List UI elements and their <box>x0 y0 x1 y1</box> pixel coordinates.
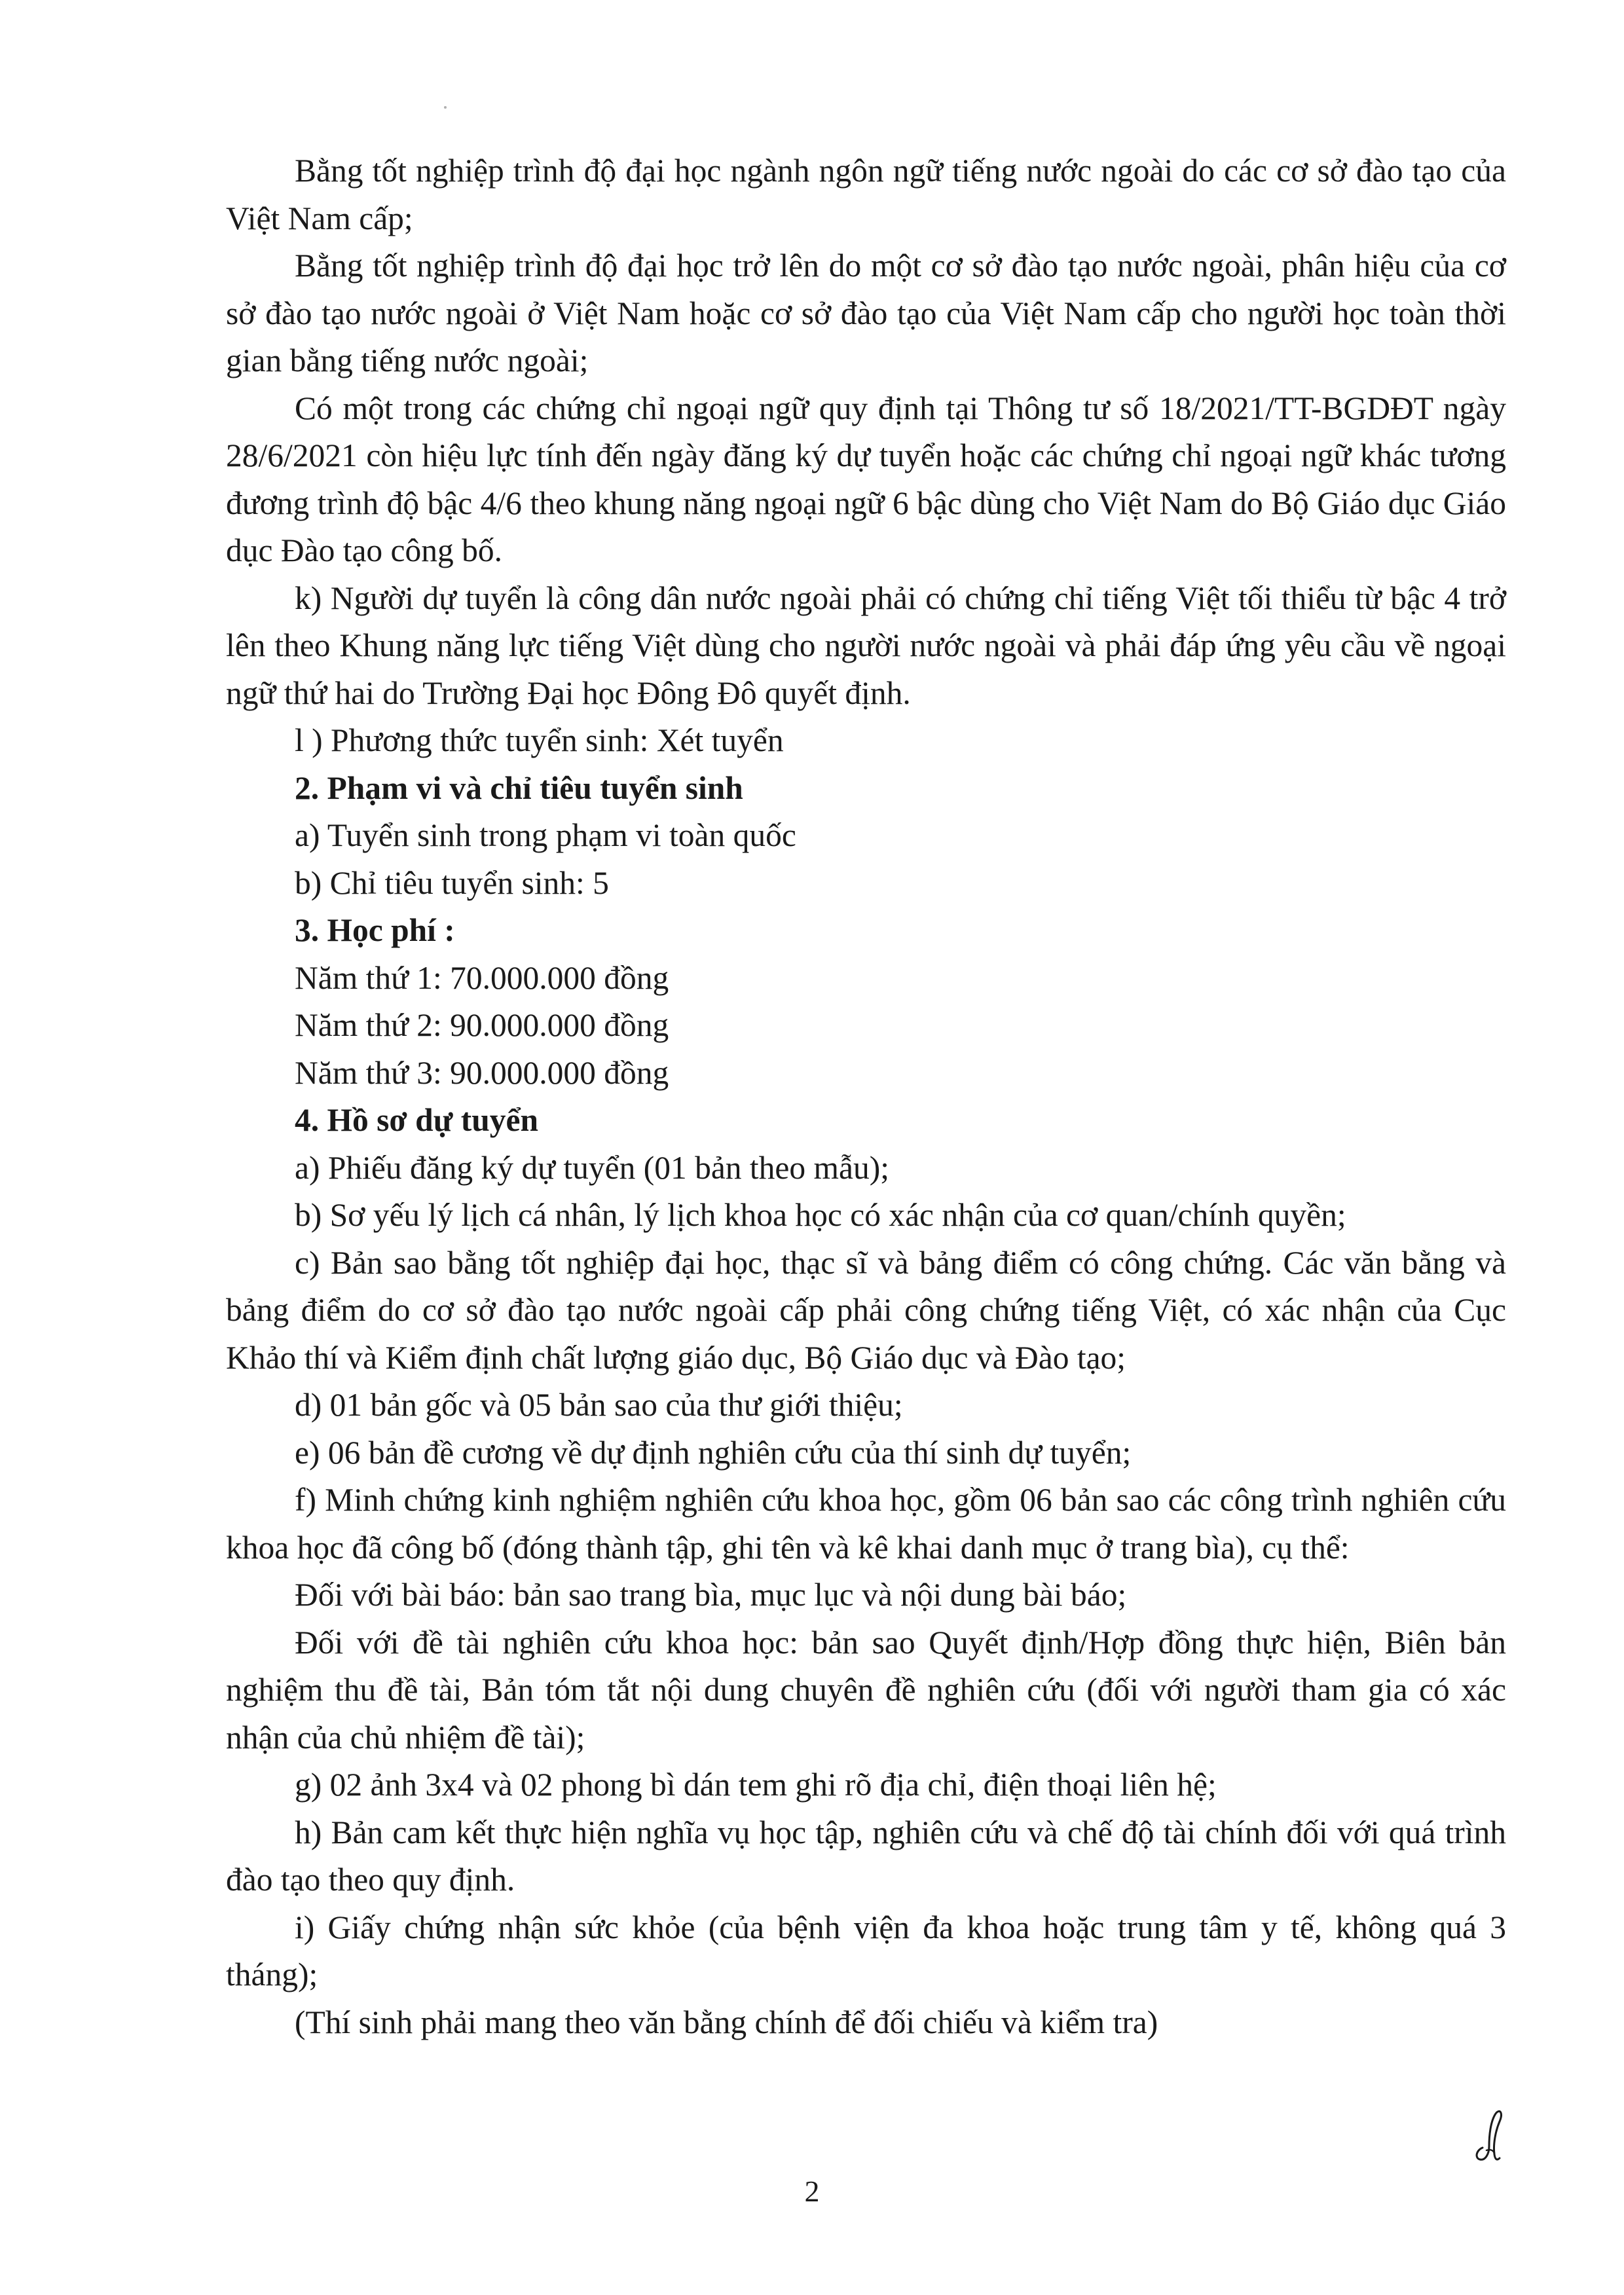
dossier-item-f: f) Minh chứng kinh nghiệm nghiên cứu khoa học, gồm 06 bản sao các công trình nghiên cứu khoa học đã công bố (đóng thành tập, ghi tên và kê khai danh mục ở trang bìa), cụ thể: <box>226 1482 1506 1566</box>
heading-section-2: 2. Phạm vi và chỉ tiêu tuyển sinh <box>295 769 743 806</box>
dossier-item-b: b) Sơ yếu lý lịch cá nhân, lý lịch khoa học có xác nhận của cơ quan/chính quyền; <box>295 1197 1346 1233</box>
page-number: 2 <box>804 2175 820 2208</box>
dossier-item-g: g) 02 ảnh 3x4 và 02 phong bì dán tem ghi rõ địa chỉ, điện thoại liên hệ; <box>295 1767 1217 1803</box>
paragraph-foreign-degree: Bằng tốt nghiệp trình độ đại học trở lên do một cơ sở đào tạo nước ngoài, phân hiệu của cơ sở đào tạo nước ngoài ở Việt Nam hoặc cơ sở đào tạo của Việt Nam cấp cho người học toàn thời gian bằng tiếng nước ngoài; <box>226 248 1506 378</box>
dossier-item-f-projects: Đối với đề tài nghiên cứu khoa học: bản sao Quyết định/Hợp đồng thực hiện, Biên bản nghiệm thu đề tài, Bản tóm tắt nội dung chuyên đề nghiên cứu (đối với người tham gia có xác nhận của chủ nhiệm đề tài); <box>226 1624 1506 1755</box>
paragraph-scope: a) Tuyển sinh trong phạm vi toàn quốc <box>295 817 796 853</box>
dossier-item-a: a) Phiếu đăng ký dự tuyển (01 bản theo mẫu); <box>295 1149 889 1186</box>
dossier-item-c: c) Bản sao bằng tốt nghiệp đại học, thạc sĩ và bảng điểm có công chứng. Các văn bằng và bảng điểm do cơ sở đào tạo nước ngoài cấp phải công chứng tiếng Việt, có xác nhận của Cục Khảo thí và Kiểm định chất lượng giáo dục, Bộ Giáo dục và Đào tạo; <box>226 1244 1506 1376</box>
dossier-note: (Thí sinh phải mang theo văn bằng chính để đối chiếu và kiểm tra) <box>295 2004 1158 2040</box>
tuition-year-2: Năm thứ 2: 90.000.000 đồng <box>295 1007 669 1043</box>
heading-section-3: 3. Học phí : <box>295 912 455 948</box>
paragraph-item-l: l ) Phương thức tuyển sinh: Xét tuyển <box>295 722 784 758</box>
dossier-item-e: e) 06 bản đề cương về dự định nghiên cứu của thí sinh dự tuyển; <box>295 1434 1132 1471</box>
paragraph-item-k: k) Người dự tuyển là công dân nước ngoài phải có chứng chỉ tiếng Việt tối thiểu từ bậc 4 trở lên theo Khung năng lực tiếng Việt dùng cho người nước ngoài và phải đáp ứng yêu cầu về ngoại ngữ thứ hai do Trường Đại học Đông Đô quyết định. <box>226 579 1506 711</box>
dossier-item-h: h) Bản cam kết thực hiện nghĩa vụ học tập, nghiên cứu và chế độ tài chính đối với quá trình đào tạo theo quy định. <box>226 1814 1506 1898</box>
scan-speck <box>444 106 447 109</box>
dossier-item-f-articles: Đối với bài báo: bản sao trang bìa, mục lục và nội dung bài báo; <box>295 1577 1127 1613</box>
paragraph-quota: b) Chỉ tiêu tuyển sinh: 5 <box>295 864 609 901</box>
heading-section-4: 4. Hồ sơ dự tuyển <box>295 1102 539 1138</box>
tuition-year-3: Năm thứ 3: 90.000.000 đồng <box>295 1054 669 1091</box>
paragraph-language-certificate: Có một trong các chứng chỉ ngoại ngữ quy định tại Thông tư số 18/2021/TT-BGDĐT ngày 28/6/2021 còn hiệu lực tính đến ngày đăng ký dự tuyển hoặc các chứng chỉ ngoại ngữ khác tương đương trình độ bậc 4/6 theo khung năng ngoại ngữ 6 bậc dùng cho Việt Nam do Bộ Giáo dục Giáo dục Đào tạo công bố. <box>226 390 1506 568</box>
dossier-item-i: i) Giấy chứng nhận sức khỏe (của bệnh viện đa khoa hoặc trung tâm y tế, không quá 3 tháng); <box>226 1909 1506 1992</box>
document-body <box>226 147 1506 2046</box>
paragraph-foreign-language-degree-vn: Bằng tốt nghiệp trình độ đại học ngành ngôn ngữ tiếng nước ngoài do các cơ sở đào tạo của Việt Nam cấp; <box>226 153 1506 236</box>
dossier-item-d: d) 01 bản gốc và 05 bản sao của thư giới thiệu; <box>295 1387 903 1423</box>
handwritten-initials-icon <box>1473 2107 1513 2166</box>
tuition-year-1: Năm thứ 1: 70.000.000 đồng <box>295 959 669 996</box>
